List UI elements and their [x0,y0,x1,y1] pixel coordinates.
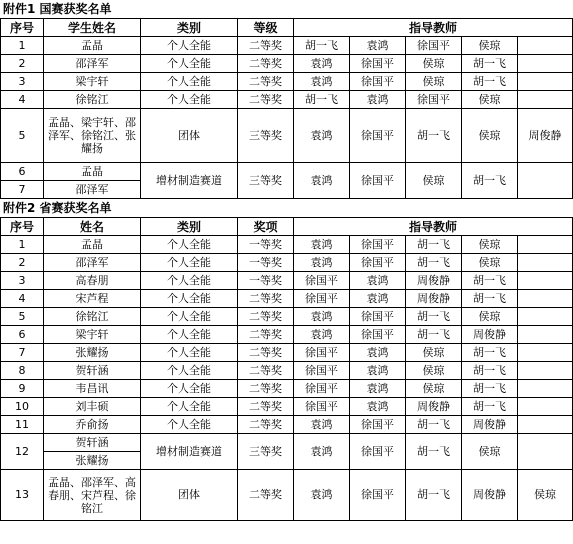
cell-teacher: 徐国平 [350,434,406,470]
cell-teacher: 周俊静 [406,272,462,290]
national-header-row [1,19,573,37]
cell-name: 梁宇轩 [44,73,141,91]
header-no: 序号 [1,19,44,37]
table-row [1,308,573,326]
cell-teacher: 袁鸿 [294,434,350,470]
cell-teacher: 胡一飞 [462,380,518,398]
cell-category: 个人全能 [141,326,238,344]
cell-teacher: 胡一飞 [462,362,518,380]
cell-name: 张耀扬 [44,344,141,362]
cell-name: 邵泽军 [44,254,141,272]
cell-teacher: 胡一飞 [406,434,462,470]
cell-level: 二等奖 [238,55,294,73]
cell-name: 韦昌讯 [44,380,141,398]
cell-no: 5 [1,109,44,163]
cell-teacher [518,434,573,470]
cell-category: 个人全能 [141,254,238,272]
cell-teacher: 侯琼 [406,380,462,398]
cell-category: 增材制造赛道 [141,163,238,199]
cell-teacher: 徐国平 [294,290,350,308]
cell-teacher: 徐国平 [350,254,406,272]
cell-teacher: 袁鸿 [294,236,350,254]
cell-category: 个人全能 [141,91,238,109]
cell-teacher: 周俊静 [462,326,518,344]
cell-teacher: 胡一飞 [406,254,462,272]
cell-teacher: 胡一飞 [462,73,518,91]
cell-teacher [518,272,573,290]
header-name: 姓名 [44,218,141,236]
cell-teacher: 侯琼 [406,73,462,91]
national-title: 附件1 国赛获奖名单 [3,2,112,16]
cell-name: 邵泽军 [44,181,141,199]
cell-teacher [518,380,573,398]
cell-teacher: 侯琼 [462,37,518,55]
cell-teacher: 袁鸿 [294,416,350,434]
cell-teacher [518,290,573,308]
cell-teacher: 侯琼 [462,308,518,326]
cell-category: 增材制造赛道 [141,434,238,470]
cell-name: 贺轩涵 [44,434,141,452]
header-category: 类别 [141,19,238,37]
cell-category: 团体 [141,470,238,521]
cell-category: 个人全能 [141,55,238,73]
cell-teacher: 徐国平 [294,380,350,398]
cell-teacher: 袁鸿 [350,398,406,416]
cell-teacher: 徐国平 [350,163,406,199]
cell-teacher: 袁鸿 [294,254,350,272]
table-row [1,416,573,434]
cell-teacher: 侯琼 [462,434,518,470]
cell-level: 二等奖 [238,344,294,362]
cell-teacher: 徐国平 [350,109,406,163]
provincial-header-row [1,218,573,236]
cell-category: 个人全能 [141,362,238,380]
cell-level: 二等奖 [238,37,294,55]
cell-no: 4 [1,91,44,109]
cell-name: 邵泽军 [44,55,141,73]
cell-level: 二等奖 [238,73,294,91]
cell-no: 8 [1,362,44,380]
cell-teacher [518,55,573,73]
cell-teacher: 徐国平 [350,470,406,521]
cell-level: 二等奖 [238,308,294,326]
cell-category: 个人全能 [141,73,238,91]
table-row [1,91,573,109]
cell-level: 一等奖 [238,236,294,254]
cell-teacher: 胡一飞 [462,272,518,290]
cell-teacher: 徐国平 [350,326,406,344]
cell-level: 一等奖 [238,254,294,272]
cell-teacher: 侯琼 [406,362,462,380]
cell-teacher: 胡一飞 [406,236,462,254]
cell-teacher: 胡一飞 [294,91,350,109]
cell-teacher: 徐国平 [294,362,350,380]
cell-name: 刘丰硕 [44,398,141,416]
cell-name: 贺轩涵 [44,362,141,380]
cell-no: 2 [1,55,44,73]
cell-no: 6 [1,163,44,181]
cell-teacher: 周俊静 [518,109,573,163]
cell-category: 个人全能 [141,37,238,55]
cell-teacher: 胡一飞 [406,326,462,344]
cell-teacher: 袁鸿 [294,109,350,163]
header-category: 类别 [141,218,238,236]
cell-category: 个人全能 [141,236,238,254]
cell-teacher: 侯琼 [406,55,462,73]
cell-teacher: 侯琼 [462,91,518,109]
cell-teacher: 胡一飞 [406,416,462,434]
cell-teacher: 侯琼 [406,163,462,199]
cell-teacher [518,326,573,344]
cell-no: 1 [1,236,44,254]
cell-teacher: 胡一飞 [462,344,518,362]
cell-teacher: 周俊静 [406,398,462,416]
cell-category: 个人全能 [141,308,238,326]
cell-teacher [518,398,573,416]
cell-no: 7 [1,344,44,362]
cell-teacher: 徐国平 [406,91,462,109]
cell-teacher: 胡一飞 [462,163,518,199]
cell-teacher: 徐国平 [350,73,406,91]
table-row [1,109,573,163]
cell-teacher: 袁鸿 [294,55,350,73]
cell-teacher: 胡一飞 [294,37,350,55]
cell-level: 三等奖 [238,109,294,163]
table-row [1,398,573,416]
cell-level: 二等奖 [238,91,294,109]
cell-teacher: 徐国平 [350,55,406,73]
cell-teacher: 徐国平 [294,344,350,362]
cell-teacher: 胡一飞 [462,398,518,416]
table-row [1,290,573,308]
cell-name: 徐铭江 [44,308,141,326]
cell-name: 梁宇轩 [44,326,141,344]
table-row [1,344,573,362]
table-row [1,434,573,452]
header-award: 奖项 [238,218,294,236]
provincial-title: 附件2 省赛获奖名单 [3,201,112,215]
cell-teacher: 侯琼 [462,236,518,254]
cell-name: 张耀扬 [44,452,141,470]
table-row [1,326,573,344]
cell-teacher: 徐国平 [406,37,462,55]
cell-teacher [518,37,573,55]
cell-teacher: 侯琼 [518,470,573,521]
table-row [1,272,573,290]
header-level: 等级 [238,19,294,37]
cell-name: 孟晶 [44,37,141,55]
cell-no: 6 [1,326,44,344]
header-no: 序号 [1,218,44,236]
cell-teacher: 周俊静 [462,416,518,434]
cell-no: 5 [1,308,44,326]
cell-teacher: 徐国平 [350,308,406,326]
table-row [1,380,573,398]
provincial-table [0,217,573,521]
cell-teacher: 胡一飞 [406,470,462,521]
table-row-team [1,470,573,521]
header-teachers: 指导教师 [294,218,573,236]
cell-name: 孟晶 [44,236,141,254]
cell-level: 二等奖 [238,398,294,416]
cell-name: 孟晶、梁宇轩、邵泽军、徐铭江、张耀扬 [44,109,141,163]
cell-no: 11 [1,416,44,434]
cell-name: 宋芦程 [44,290,141,308]
cell-teacher: 袁鸿 [294,326,350,344]
table-row [1,55,573,73]
cell-no: 3 [1,73,44,91]
cell-teacher: 周俊静 [406,290,462,308]
cell-teacher: 胡一飞 [462,55,518,73]
cell-teacher: 侯琼 [462,109,518,163]
cell-teacher [518,416,573,434]
cell-name: 乔俞扬 [44,416,141,434]
header-teachers: 指导教师 [294,19,573,37]
cell-teacher [518,254,573,272]
table-row [1,362,573,380]
cell-teacher [518,163,573,199]
cell-teacher: 侯琼 [406,344,462,362]
cell-level: 二等奖 [238,380,294,398]
cell-level: 二等奖 [238,470,294,521]
cell-name: 徐铭江 [44,91,141,109]
cell-no: 12 [1,434,44,470]
cell-teacher: 袁鸿 [350,272,406,290]
table-row [1,37,573,55]
cell-level: 三等奖 [238,163,294,199]
cell-level: 二等奖 [238,326,294,344]
cell-category: 个人全能 [141,398,238,416]
cell-category: 个人全能 [141,380,238,398]
cell-level: 二等奖 [238,362,294,380]
cell-name: 孟晶、邵泽军、高春朋、宋芦程、徐铭江 [44,470,141,521]
cell-teacher: 袁鸿 [294,308,350,326]
cell-teacher: 袁鸿 [350,380,406,398]
cell-category: 个人全能 [141,290,238,308]
cell-teacher: 徐国平 [294,398,350,416]
cell-teacher: 徐国平 [350,236,406,254]
cell-level: 二等奖 [238,416,294,434]
cell-teacher: 周俊静 [462,470,518,521]
cell-category: 个人全能 [141,416,238,434]
cell-teacher: 徐国平 [350,416,406,434]
cell-no: 9 [1,380,44,398]
national-table [0,18,573,199]
cell-teacher: 胡一飞 [406,308,462,326]
cell-no: 7 [1,181,44,199]
table-row [1,254,573,272]
cell-teacher: 袁鸿 [350,344,406,362]
cell-teacher: 袁鸿 [350,290,406,308]
cell-category: 个人全能 [141,272,238,290]
cell-no: 3 [1,272,44,290]
cell-category: 个人全能 [141,344,238,362]
table-row [1,163,573,181]
cell-teacher [518,308,573,326]
cell-teacher: 袁鸿 [294,73,350,91]
cell-category: 团体 [141,109,238,163]
table-row [1,236,573,254]
cell-no: 2 [1,254,44,272]
cell-level: 一等奖 [238,272,294,290]
cell-teacher: 徐国平 [294,272,350,290]
cell-teacher [518,362,573,380]
cell-teacher: 袁鸿 [294,163,350,199]
header-name: 学生姓名 [44,19,141,37]
cell-no: 10 [1,398,44,416]
cell-teacher [518,236,573,254]
cell-teacher [518,344,573,362]
cell-teacher: 袁鸿 [350,362,406,380]
cell-no: 1 [1,37,44,55]
cell-teacher: 侯琼 [462,254,518,272]
cell-teacher [518,91,573,109]
cell-name: 孟晶 [44,163,141,181]
cell-teacher [518,73,573,91]
cell-name: 高春朋 [44,272,141,290]
cell-teacher: 袁鸿 [350,91,406,109]
cell-teacher: 袁鸿 [350,37,406,55]
cell-teacher: 袁鸿 [294,470,350,521]
cell-no: 13 [1,470,44,521]
table-row [1,73,573,91]
cell-no: 4 [1,290,44,308]
cell-teacher: 胡一飞 [462,290,518,308]
cell-teacher: 胡一飞 [406,109,462,163]
cell-level: 二等奖 [238,290,294,308]
cell-level: 三等奖 [238,434,294,470]
